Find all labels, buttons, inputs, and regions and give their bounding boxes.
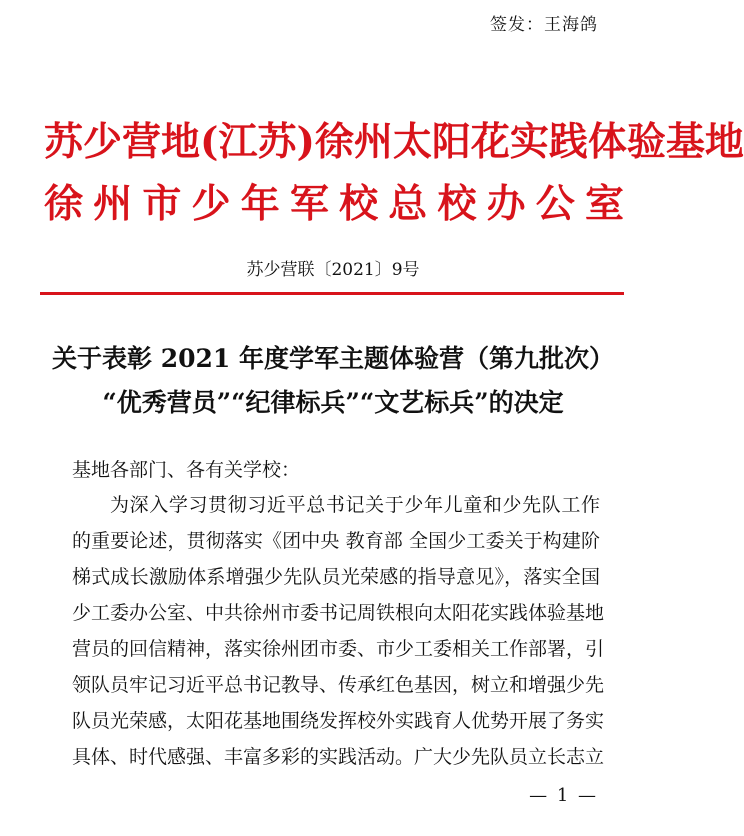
paragraph-line: 梯式成长激励体系增强少先队员光荣感的指导意见》，落实全国 [72,566,600,588]
document-title-line-1: 关于表彰 2021 年度学军主题体验营（第九批次） [52,344,614,373]
page-number: — 1 — [529,785,598,806]
paragraph-line: 领队员牢记习近平总书记教导、传承红色基因，树立和增强少先 [72,674,605,696]
paragraph-line: 具体、时代感强、丰富多彩的实践活动。广大少先队员立长志立 [72,746,605,768]
red-header-divider [40,292,624,295]
paragraph-line: 营员的回信精神，落实徐州团市委、市少工委相关工作部署，引 [72,638,605,660]
document-number: 苏少营联〔2021〕9号 [246,260,420,280]
body-paragraph [72,487,605,775]
paragraph-line: 为深入学习贯彻习近平总书记关于少年儿童和少先队工作 [110,494,600,516]
salutation: 基地各部门、各有关学校： [72,459,301,481]
issuer-name-line-1: 苏少营地(江苏)徐州太阳花实践体验基地 [44,119,744,165]
document-title-line-2: “优秀营员”“纪律标兵”“文艺标兵”的决定 [102,388,564,417]
paragraph-line: 的重要论述，贯彻落实《团中央 教育部 全国少工委关于构建阶 [72,530,600,552]
signer-line: 签发：王海鸽 [490,15,598,35]
paragraph-line: 少工委办公室、中共徐州市委书记周铁根向太阳花实践体验基地 [72,602,605,624]
paragraph-line: 队员光荣感，太阳花基地围绕发挥校外实践育人优势开展了务实 [72,710,605,732]
issuer-name-line-2: 徐州市少年军校总校办公室 [44,181,624,227]
